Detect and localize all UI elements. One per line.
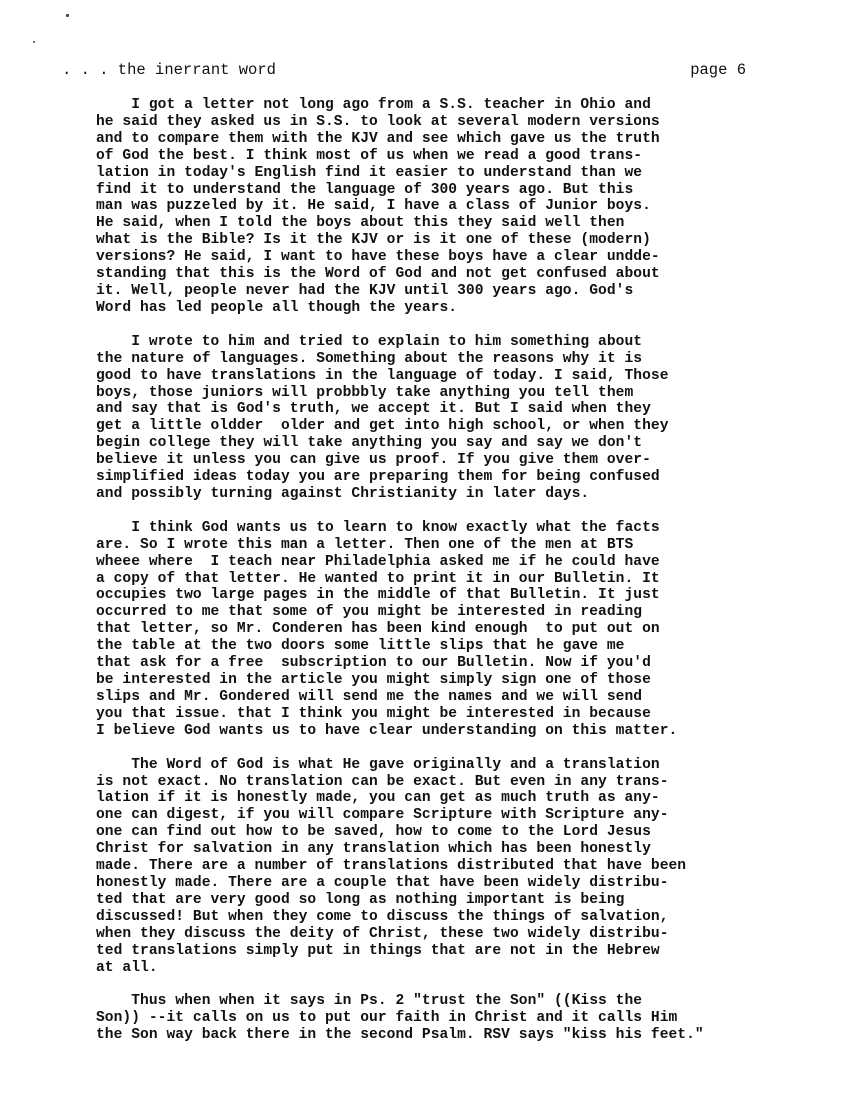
text-line: honestly made. There are a couple that have been widely distribu-	[96, 874, 669, 891]
text-line: Son)) --it calls on us to put our faith in Christ and it calls Him	[96, 1010, 678, 1027]
body-text	[96, 97, 796, 1061]
text-line: one can digest, if you will compare Scripture with Scripture any-	[96, 807, 669, 824]
text-line: Thus when when it says in Ps. 2 "trust the Son" ((Kiss the	[96, 993, 643, 1010]
text-line: find it to understand the language of 300 years ago. But this	[96, 181, 634, 198]
text-line: lation if it is honestly made, you can get as much truth as any-	[96, 790, 660, 807]
page-header	[62, 61, 772, 83]
text-line: ted that are very good so long as nothing important is being	[96, 891, 625, 908]
text-line: that letter, so Mr. Conderen has been kind enough to put out on	[96, 621, 660, 638]
text-line: wheee where I teach near Philadelphia asked me if he could have	[96, 553, 660, 570]
text-line: occupies two large pages in the middle of that Bulletin. It just	[96, 587, 660, 604]
text-line: simplified ideas today you are preparing them for being confused	[96, 469, 660, 486]
text-line: it. Well, people never had the KJV until 300 years ago. God's	[96, 282, 634, 299]
text-line: get a little oldder older and get into high school, or when they	[96, 418, 669, 435]
text-line: made. There are a number of translations distributed that have been	[96, 858, 687, 875]
text-line: Word has led people all though the years.	[96, 299, 458, 316]
text-line: versions? He said, I want to have these boys have a clear undde-	[96, 249, 660, 266]
text-line: be interested in the article you might simply sign one of those	[96, 672, 651, 688]
paragraph	[96, 520, 796, 740]
paragraph	[96, 97, 796, 317]
text-line: I wrote to him and tried to explain to him something about	[96, 333, 643, 350]
paragraph	[96, 757, 796, 977]
text-line: are. So I wrote this man a letter. Then one of the men at BTS	[96, 536, 634, 553]
text-line: at all.	[96, 959, 158, 976]
text-line: of God the best. I think most of us when we read a good trans-	[96, 147, 643, 164]
text-line: He said, when I told the boys about this they said well then	[96, 215, 625, 232]
scan-speck	[66, 14, 69, 17]
text-line: discussed! But when they come to discuss the things of salvation,	[96, 908, 669, 925]
text-line: the nature of languages. Something about the reasons why it is	[96, 350, 643, 367]
text-line: I believe God wants us to have clear understanding on this matter.	[96, 722, 678, 739]
text-line: and to compare them with the KJV and see which gave us the truth	[96, 130, 660, 147]
text-line: slips and Mr. Gondered will send me the names and we will send	[96, 688, 643, 705]
text-line: good to have translations in the language of today. I said, Those	[96, 367, 669, 384]
scan-speck	[33, 41, 35, 43]
text-line: I think God wants us to learn to know exactly what the facts	[96, 519, 660, 536]
text-line: I got a letter not long ago from a S.S. teacher in Ohio and	[96, 97, 651, 113]
text-line: when they discuss the deity of Christ, these two widely distribu-	[96, 925, 669, 942]
text-line: the Son way back there in the second Psalm. RSV says "kiss his feet."	[96, 1027, 704, 1044]
text-line: what is the Bible? Is it the KJV or is it one of these (modern)	[96, 232, 651, 249]
text-line: and possibly turning against Christianity in later days.	[96, 485, 590, 502]
text-line: he said they asked us in S.S. to look at several modern versions	[96, 113, 660, 130]
running-title: . . . the inerrant word	[62, 61, 276, 79]
text-line: one can find out how to be saved, how to come to the Lord Jesus	[96, 824, 651, 841]
text-line: and say that is God's truth, we accept it. But I said when they	[96, 401, 651, 418]
text-line: begin college they will take anything you say and say we don't	[96, 435, 643, 452]
text-line: man was puzzeled by it. He said, I have a class of Junior boys.	[96, 198, 651, 215]
text-line: the table at the two doors some little slips that he gave me	[96, 638, 625, 655]
text-line: that ask for a free subscription to our Bulletin. Now if you'd	[96, 655, 651, 672]
text-line: a copy of that letter. He wanted to print it in our Bulletin. It	[96, 570, 660, 587]
text-line: you that issue. that I think you might be interested in because	[96, 705, 651, 722]
text-line: lation in today's English find it easier to understand than we	[96, 164, 643, 181]
paragraph	[96, 993, 796, 1044]
text-line: occurred to me that some of you might be interested in reading	[96, 604, 643, 621]
text-line: The Word of God is what He gave originally and a translation	[96, 756, 660, 773]
paragraph	[96, 334, 796, 503]
text-line: ted translations simply put in things that are not in the Hebrew	[96, 942, 660, 959]
text-line: boys, those juniors will probbbly take anything you tell them	[96, 384, 634, 401]
text-line: believe it unless you can give us proof. If you give them over-	[96, 452, 651, 469]
text-line: is not exact. No translation can be exact. But even in any trans-	[96, 773, 669, 790]
page-number: page 6	[690, 61, 746, 79]
text-line: Christ for salvation in any translation which has been honestly	[96, 841, 651, 858]
text-line: standing that this is the Word of God and not get confused about	[96, 266, 660, 283]
